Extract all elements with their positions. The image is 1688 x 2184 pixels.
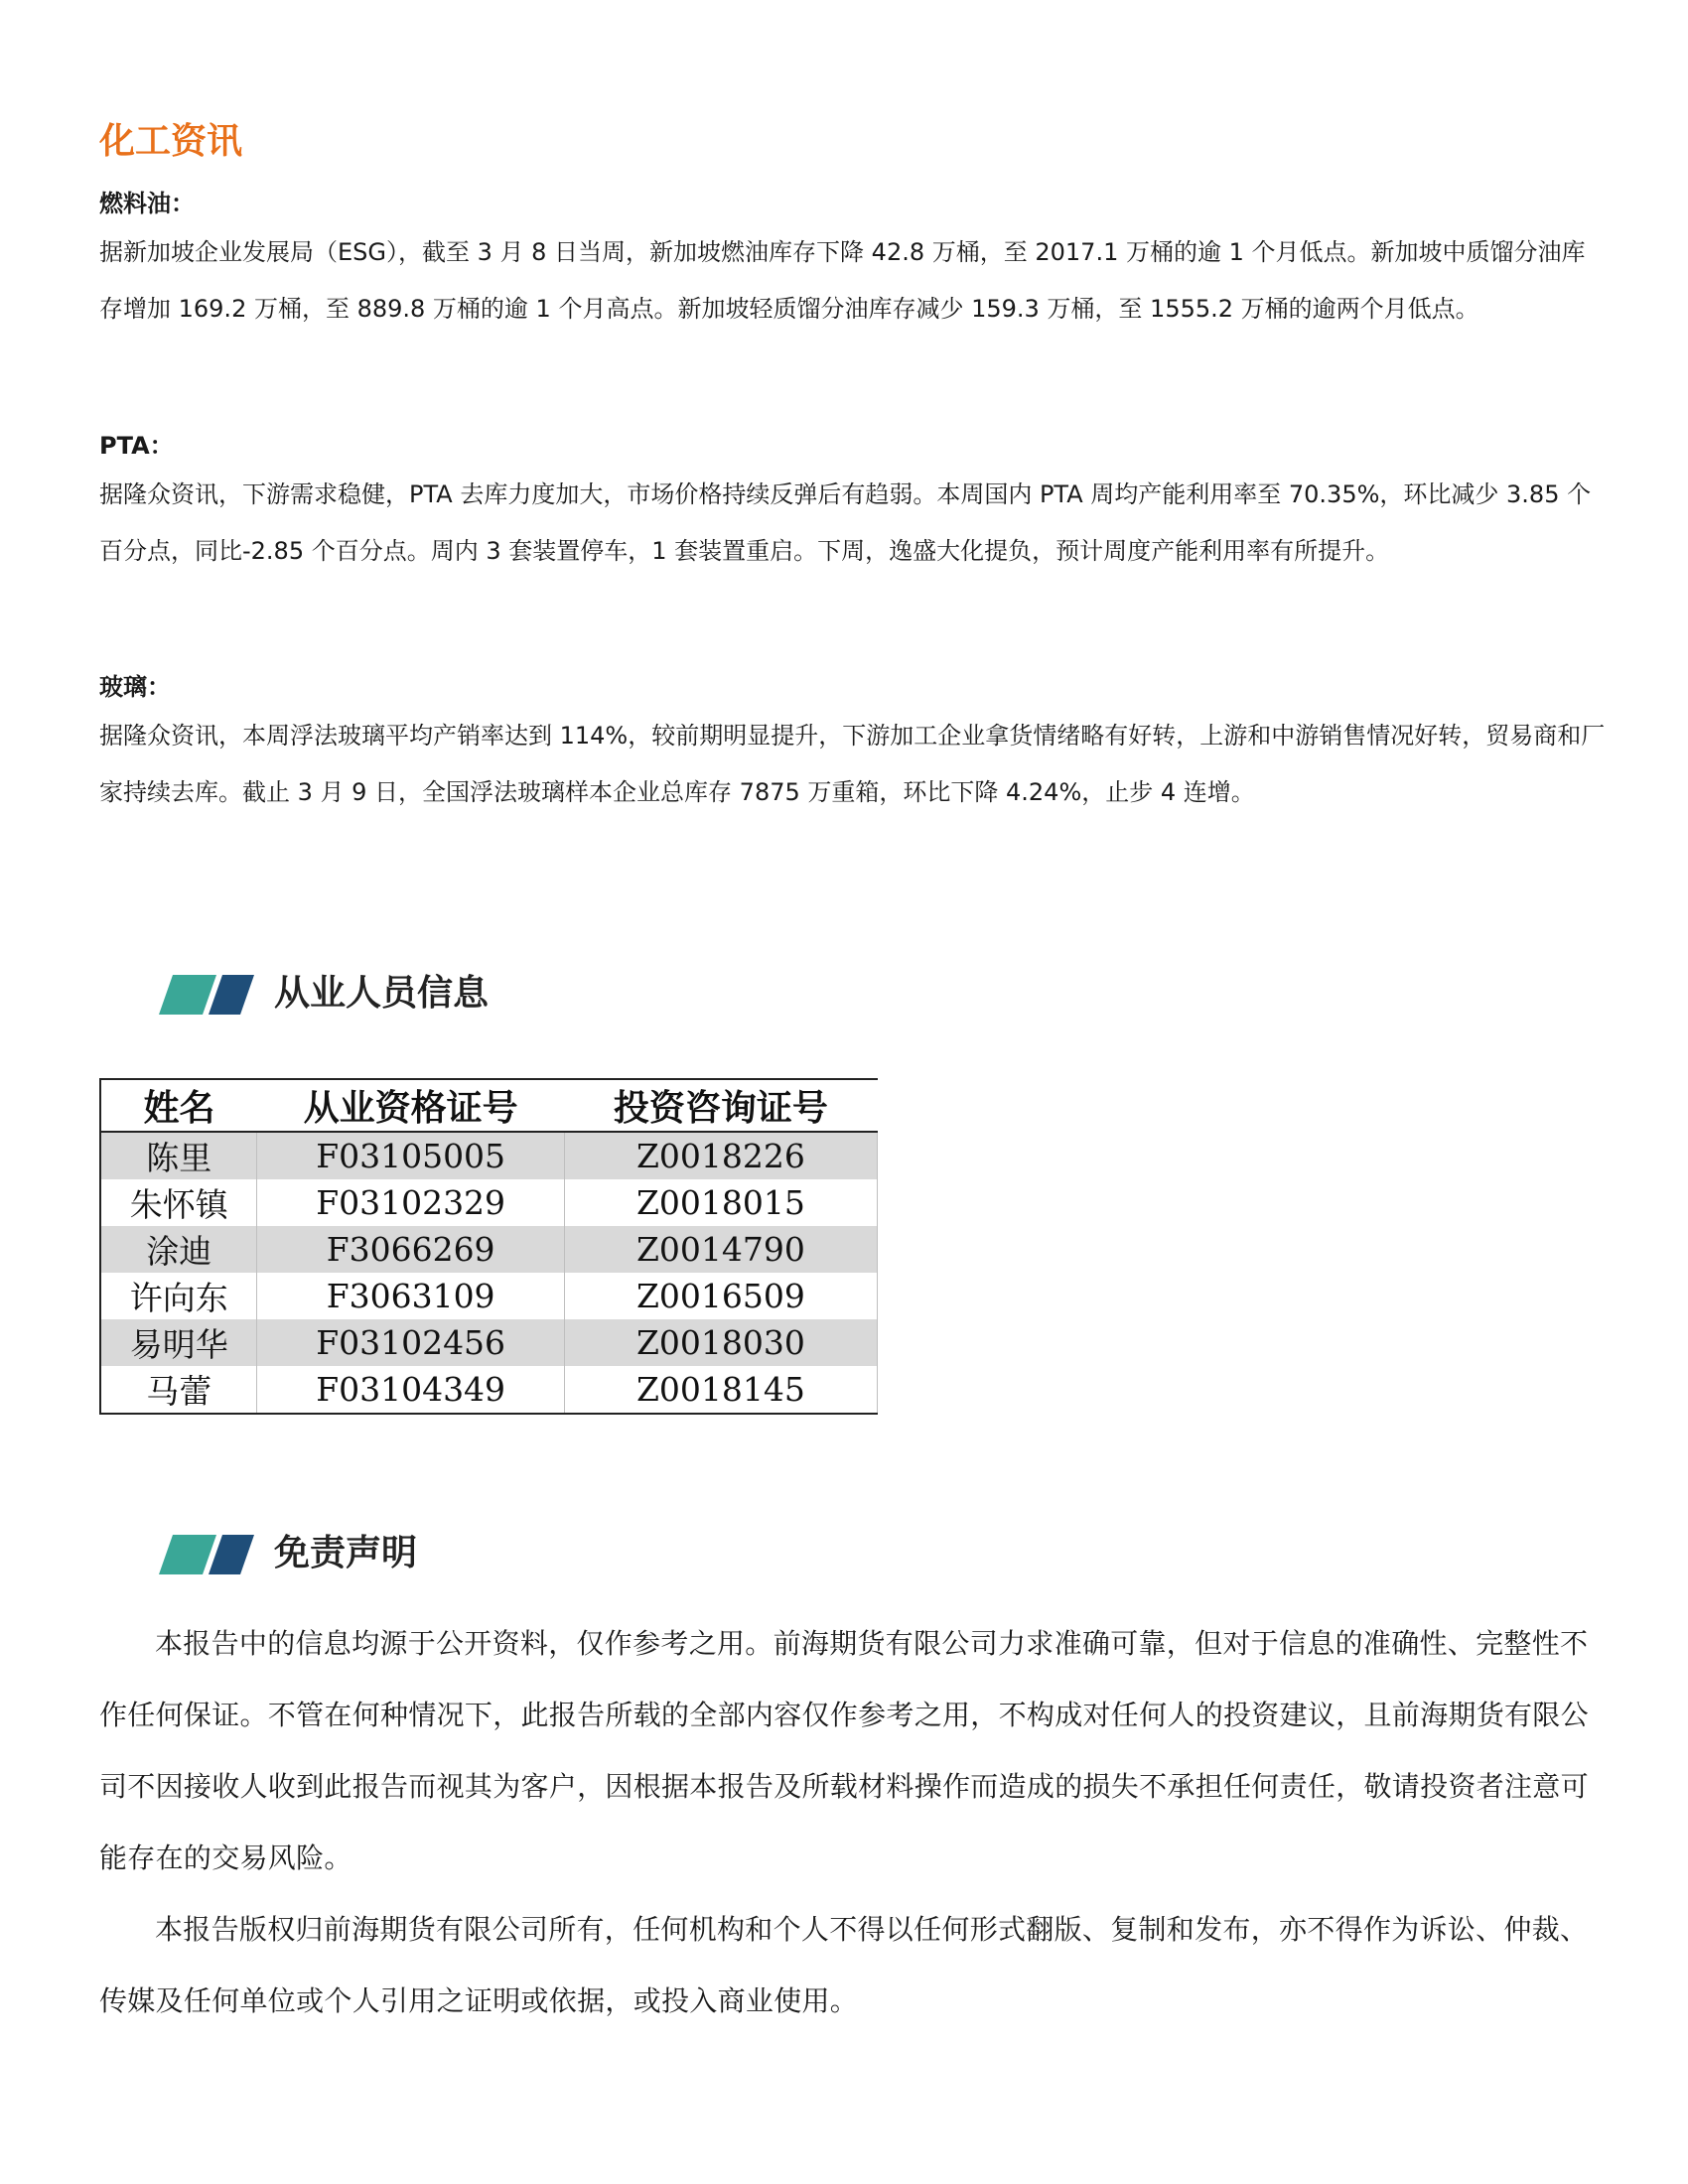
table-row — [100, 1366, 878, 1414]
qualification-number: F3063109 — [257, 1273, 564, 1319]
news-body: 据新加坡企业发展局（ESG），截至 3 月 8 日当周，新加坡燃油库存下降 42.8 万桶，至 2017.1 万桶的逾 1 个月低点。新加坡中质馏分油库存增加 169.2 万桶，至 889.8 万桶的逾 1 个月高点。新加坡轻质馏分油库存减少 159.3 万桶，至 1555.2 万桶的逾两个月低点。 — [99, 238, 1586, 323]
qualification-number: F03105005 — [257, 1132, 564, 1179]
column-header: 姓名 — [100, 1079, 257, 1132]
consulting-number: Z0016509 — [564, 1273, 877, 1319]
qualification-number: F3066269 — [257, 1226, 564, 1273]
staff-name: 易明华 — [100, 1319, 257, 1366]
pta-news — [99, 429, 1609, 580]
staff-name: 涂迪 — [100, 1226, 257, 1273]
glass-news — [99, 670, 1609, 821]
disclaimer-text — [99, 1608, 1589, 2037]
section-marker-icon — [159, 1535, 254, 1574]
qualification-number: F03102456 — [257, 1319, 564, 1366]
table-row — [100, 1319, 878, 1366]
table-row — [100, 1273, 878, 1319]
table-row — [100, 1226, 878, 1273]
news-body: 据隆众资讯，下游需求稳健，PTA 去库力度加大，市场价格持续反弹后有趋弱。本周国内 PTA 周均产能利用率至 70.35%，环比减少 3.85 个百分点，同比-2.85 个百分点。周内 3 套装置停车，1 套装置重启。下周，逸盛大化提负，预计周度产能利用率有所提升。 — [99, 480, 1592, 565]
section-marker-icon — [159, 975, 254, 1015]
disclaimer-section-title: 免责声明 — [274, 1533, 418, 1573]
staff-name: 陈里 — [100, 1132, 257, 1179]
column-header: 投资咨询证号 — [564, 1079, 877, 1132]
table-header-row — [100, 1079, 878, 1132]
staff-table — [99, 1078, 878, 1415]
staff-section-title: 从业人员信息 — [274, 973, 490, 1014]
news-heading: 燃料油： — [99, 190, 195, 217]
disclaimer-paragraph: 本报告版权归前海期货有限公司所有，任何机构和个人不得以任何形式翻版、复制和发布，亦不得作为诉讼、仲裁、传媒及任何单位或个人引用之证明或依据，或投入商业使用。 — [99, 1913, 1589, 2017]
consulting-number: Z0018145 — [564, 1366, 877, 1414]
table-row — [100, 1132, 878, 1179]
qualification-number: F03102329 — [257, 1179, 564, 1226]
disclaimer-paragraph: 本报告中的信息均源于公开资料，仅作参考之用。前海期货有限公司力求准确可靠，但对于信息的准确性、完整性不作任何保证。不管在何种情况下，此报告所载的全部内容仅作参考之用，不构成对任何人的投资建议，且前海期货有限公司不因接收人收到此报告而视其为客户，因根据本报告及所载材料操作而造成的损失不承担任何责任，敬请投资者注意可能存在的交易风险。 — [99, 1627, 1589, 1874]
consulting-number: Z0014790 — [564, 1226, 877, 1273]
qualification-number: F03104349 — [257, 1366, 564, 1414]
table-row — [100, 1179, 878, 1226]
column-header: 从业资格证号 — [257, 1079, 564, 1132]
news-heading: PTA： — [99, 432, 174, 460]
consulting-number: Z0018015 — [564, 1179, 877, 1226]
news-heading: 玻璃： — [99, 673, 171, 701]
staff-name: 许向东 — [100, 1273, 257, 1319]
consulting-number: Z0018030 — [564, 1319, 877, 1366]
consulting-number: Z0018226 — [564, 1132, 877, 1179]
staff-name: 马蕾 — [100, 1366, 257, 1414]
staff-name: 朱怀镇 — [100, 1179, 257, 1226]
fuel-oil-news — [99, 187, 1609, 338]
news-body: 据隆众资讯，本周浮法玻璃平均产销率达到 114%，较前期明显提升，下游加工企业拿货情绪略有好转，上游和中游销售情况好转，贸易商和厂家持续去库。截止 3 月 9 日，全国浮法玻璃样本企业总库存 7875 万重箱，环比下降 4.24%，止步 4 连增。 — [99, 722, 1606, 806]
news-section-title: 化工资讯 — [99, 121, 243, 162]
